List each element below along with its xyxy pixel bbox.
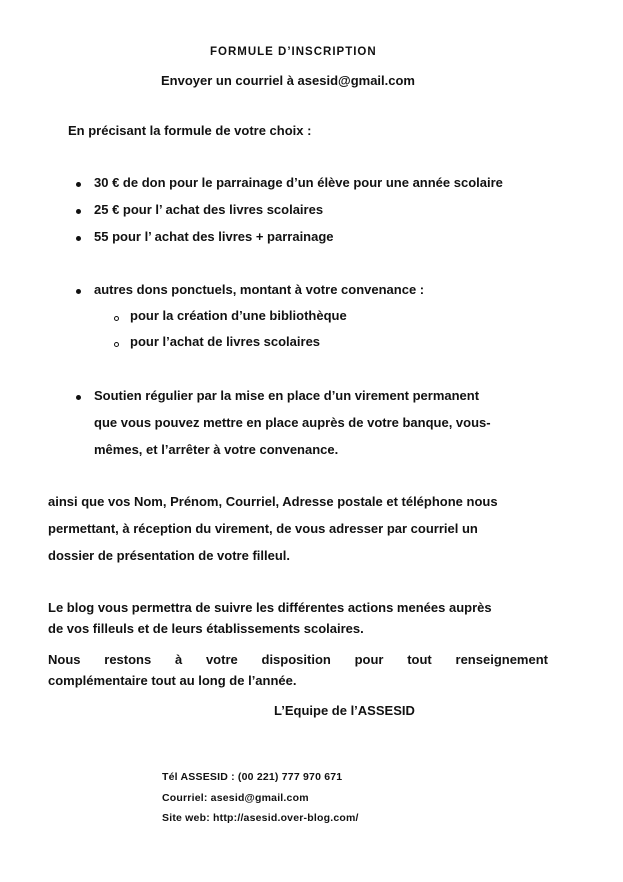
paragraph-line: ainsi que vos Nom, Prénom, Courriel, Adresse postale et téléphone nous xyxy=(48,494,498,509)
paragraph-line: Le blog vous permettra de suivre les différentes actions menées auprès xyxy=(48,600,492,615)
list-item: 30 € de don pour le parrainage d’un élève pour une année scolaire xyxy=(94,175,503,190)
list-item: 25 € pour l’ achat des livres scolaires xyxy=(94,202,324,217)
signature: L’Equipe de l’ASSESID xyxy=(274,703,415,718)
bullet-icon xyxy=(76,182,81,187)
intro-text: En précisant la formule de votre choix : xyxy=(68,123,312,138)
list-item: 55 pour l’ achat des livres + parrainage xyxy=(94,229,334,244)
contact-email: Courriel: asesid@gmail.com xyxy=(162,792,309,804)
paragraph-line: complémentaire tout au long de l’année. xyxy=(48,673,297,688)
list-item-continuation: mêmes, et l’arrêter à votre convenance. xyxy=(94,442,339,457)
bullet-icon xyxy=(76,209,81,214)
document-subtitle: Envoyer un courriel à asesid@gmail.com xyxy=(161,73,415,88)
paragraph-line: Nous restons à votre disposition pour tout renseignement xyxy=(48,652,548,667)
list-item: Soutien régulier par la mise en place d’un virement permanent xyxy=(94,388,480,403)
sub-list-item: pour l’achat de livres scolaires xyxy=(130,334,321,349)
paragraph-line: permettant, à réception du virement, de vous adresser par courriel un xyxy=(48,521,478,536)
bullet-icon xyxy=(76,236,81,241)
circle-bullet-icon xyxy=(114,316,119,321)
paragraph-line: de vos filleuls et de leurs établissements scolaires. xyxy=(48,621,364,636)
contact-website: Site web: http://asesid.over-blog.com/ xyxy=(162,812,359,824)
paragraph-line: dossier de présentation de votre filleul. xyxy=(48,548,291,563)
bullet-icon xyxy=(76,395,81,400)
circle-bullet-icon xyxy=(114,342,119,347)
sub-list-item: pour la création d’une bibliothèque xyxy=(130,308,347,323)
contact-phone: Tél ASSESID : (00 221) 777 970 671 xyxy=(162,771,343,783)
list-item: autres dons ponctuels, montant à votre convenance : xyxy=(94,282,425,297)
document-title: FORMULE D’INSCRIPTION xyxy=(210,46,377,58)
list-item-continuation: que vous pouvez mettre en place auprès de votre banque, vous- xyxy=(94,415,491,430)
bullet-icon xyxy=(76,289,81,294)
